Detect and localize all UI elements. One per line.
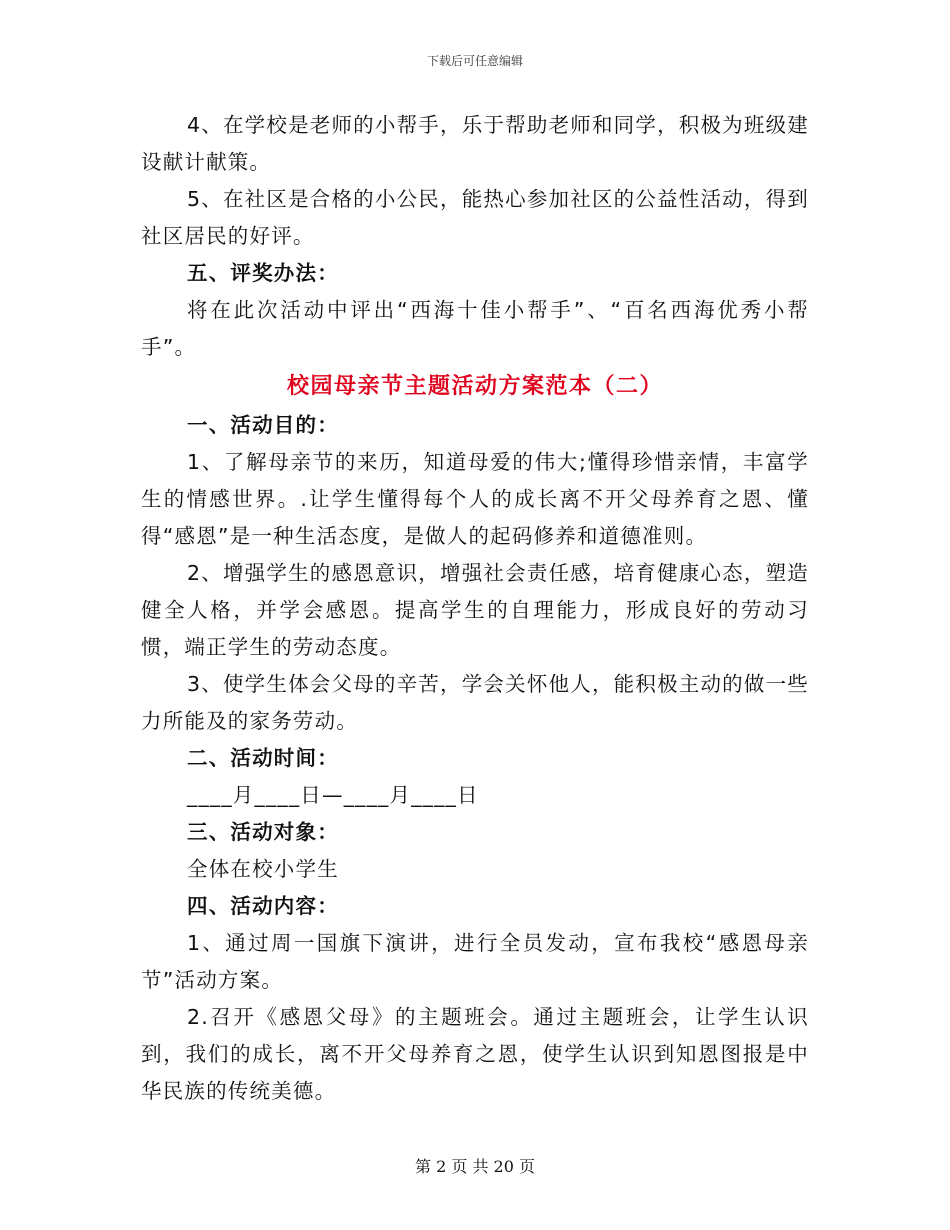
time-value: ____月____日—____月____日 [187, 783, 479, 807]
heading-content: 四、活动内容： [187, 894, 339, 918]
document-title: 校园母亲节主题活动方案范本（二） [286, 374, 663, 399]
paragraph-item-4: 4、在学校是老师的小帮手，乐于帮助老师和同学，积极为班级建设献计献策。 [141, 113, 809, 174]
header-note: 下载后可任意编辑 [426, 54, 523, 68]
paragraph-content-2: 2.召开《感恩父母》的主题班会。通过主题班会，让学生认识到，我们的成长，离不开父母养育之恩，使学生认识到知恩图报是中华民族的传统美德。 [141, 1005, 809, 1103]
heading-target: 三、活动对象： [187, 820, 339, 844]
heading-award-method: 五、评奖办法： [187, 261, 339, 285]
paragraph-purpose-2: 2、增强学生的感恩意识，增强社会责任感，培育健康心态，塑造健全人格，并学会感恩。提高学生的自理能力，形成良好的劳动习惯，端正学生的劳动态度。 [141, 561, 809, 659]
paragraph-content-1: 1、通过周一国旗下演讲，进行全员发动，宣布我校“感恩母亲节”活动方案。 [141, 931, 809, 992]
paragraph-purpose-1: 1、了解母亲节的来历，知道母爱的伟大;懂得珍惜亲情，丰富学生的情感世界。.让学生懂得每个人的成长离不开父母养育之恩、懂得“感恩”是一种生活态度，是做人的起码修养和道德准则。 [141, 450, 809, 548]
paragraph-item-5: 5、在社区是合格的小公民，能热心参加社区的公益性活动，得到社区居民的好评。 [141, 187, 809, 248]
heading-time: 二、活动时间： [187, 746, 339, 770]
heading-purpose: 一、活动目的： [187, 413, 339, 437]
paragraph-award-text: 将在此次活动中评出“西海十佳小帮手”、“百名西海优秀小帮手”。 [141, 298, 809, 359]
paragraph-purpose-3: 3、使学生体会父母的辛苦，学会关怀他人，能积极主动的做一些力所能及的家务劳动。 [141, 672, 809, 733]
target-value: 全体在校小学生 [187, 857, 339, 881]
page-number: 第 2 页 共 20 页 [415, 1157, 535, 1176]
document-body [141, 107, 809, 1110]
